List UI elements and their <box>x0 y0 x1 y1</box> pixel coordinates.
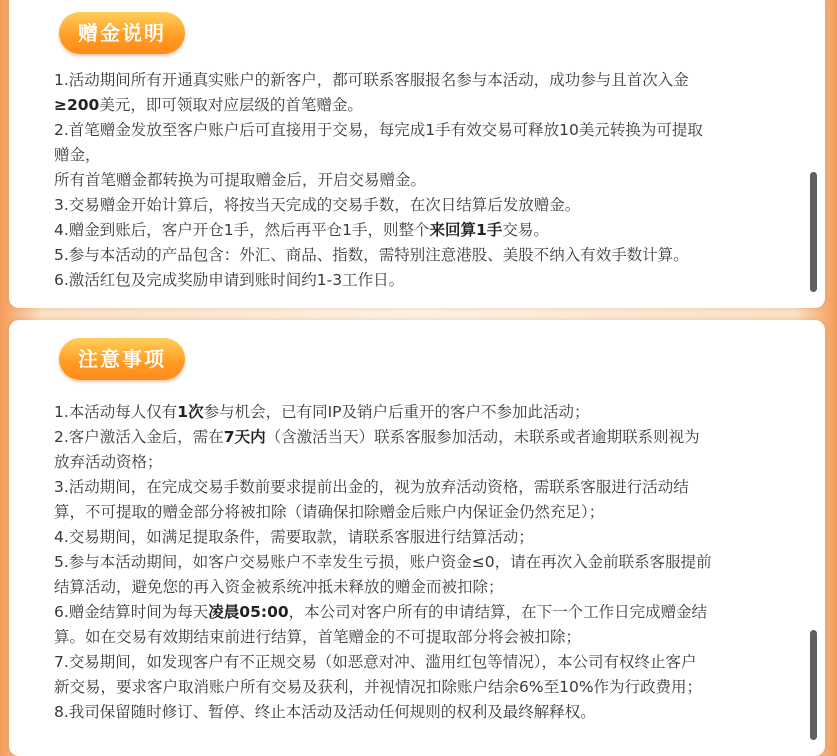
text-line <box>54 168 799 193</box>
text-segment: 算。如在交易有效期结束前进行结算，首笔赠金的不可提取部分将会被扣除； <box>54 628 582 646</box>
text-segment: 7.交易期间，如发现客户有不正规交易（如恶意对冲、滥用红包等情况），本公司有权终止客户 <box>54 653 697 671</box>
text-line <box>54 143 799 168</box>
text-line <box>54 425 799 450</box>
text-line <box>54 93 799 118</box>
text-segment: 5.参与本活动的产品包含：外汇、商品、指数，需特别注意港股、美股不纳入有效手数计算。 <box>54 246 689 264</box>
text-line <box>54 68 799 93</box>
text-line <box>54 550 799 575</box>
text-segment: ，本公司对客户所有的申请结算，在下一个工作日完成赠金结 <box>288 603 708 621</box>
text-line <box>54 118 799 143</box>
text-segment: 6.激活红包及完成奖励申请到账时间约1-3工作日。 <box>54 271 405 289</box>
emphasis-text: 7天内 <box>223 428 266 446</box>
scrollbar-thumb[interactable] <box>810 172 817 292</box>
bonus-info-text <box>54 68 799 293</box>
text-line <box>54 400 799 425</box>
bonus-info-card <box>9 0 825 308</box>
text-line <box>54 600 799 625</box>
text-segment: 2.首笔赠金发放至客户账户后可直接用于交易，每完成1手有效交易可释放10美元转换为可提取 <box>54 121 703 139</box>
text-line <box>54 500 799 525</box>
section-title-badge: 赠金说明 <box>59 12 185 54</box>
scrollbar-track[interactable] <box>810 172 817 292</box>
text-line <box>54 650 799 675</box>
text-line <box>54 268 799 293</box>
text-segment: 所有首笔赠金都转换为可提取赠金后，开启交易赠金。 <box>54 171 427 189</box>
text-segment: 4.赠金到账后，客户开仓1手，然后再平仓1手，则整个 <box>54 221 430 239</box>
text-segment: 交易。 <box>502 221 549 239</box>
text-segment: 美元，即可领取对应层级的首笔赠金。 <box>99 96 363 114</box>
text-line <box>54 675 799 700</box>
text-segment: 参与机会，已有同IP及销户后重开的客户不参加此活动； <box>203 403 590 421</box>
text-line <box>54 525 799 550</box>
notes-card <box>9 320 825 756</box>
text-line <box>54 450 799 475</box>
notes-text <box>54 400 799 725</box>
text-line <box>54 193 799 218</box>
text-line <box>54 625 799 650</box>
text-segment: 3.活动期间，在完成交易手数前要求提前出金的，视为放弃活动资格，需联系客服进行活动结 <box>54 478 689 496</box>
text-segment: 3.交易赠金开始计算后，将按当天完成的交易手数，在次日结算后发放赠金。 <box>54 196 581 214</box>
text-segment: 新交易，要求客户取消账户所有交易及获利，并视情况扣除账户结余6%至10%作为行政费用； <box>54 678 703 696</box>
emphasis-text: 凌晨05:00 <box>208 603 289 621</box>
text-segment: 赠金， <box>54 146 101 164</box>
text-segment: 2.客户激活入金后，需在 <box>54 428 224 446</box>
section-title-badge: 注意事项 <box>59 338 185 380</box>
emphasis-text: 来回算1手 <box>429 221 503 239</box>
text-line <box>54 575 799 600</box>
text-segment: 算，不可提取的赠金部分将被扣除（请确保扣除赠金后账户内保证金仍然充足）； <box>54 503 605 521</box>
emphasis-text: 1次 <box>177 403 204 421</box>
text-segment: 1.本活动每人仅有 <box>54 403 178 421</box>
text-line <box>54 243 799 268</box>
text-segment: 1.活动期间所有开通真实账户的新客户，都可联系客服报名参与本活动，成功参与且首次入金 <box>54 71 689 89</box>
scrollbar-track[interactable] <box>810 630 817 740</box>
text-segment: 5.参与本活动期间，如客户交易账户不幸发生亏损，账户资金≤0，请在再次入金前联系客服提前 <box>54 553 712 571</box>
scrollbar-thumb[interactable] <box>810 630 817 740</box>
text-segment: 4.交易期间，如满足提取条件，需要取款，请联系客服进行结算活动； <box>54 528 534 546</box>
text-line <box>54 700 799 725</box>
text-segment: 放弃活动资格； <box>54 453 163 471</box>
text-segment: 8.我司保留随时修订、暂停、终止本活动及活动任何规则的权利及最终解释权。 <box>54 703 596 721</box>
text-line <box>54 475 799 500</box>
text-line <box>54 218 799 243</box>
emphasis-text: ≥200 <box>54 96 100 114</box>
text-segment: 结算活动，避免您的再入资金被系统冲抵未释放的赠金而被扣除； <box>54 578 504 596</box>
text-segment: 6.赠金结算时间为每天 <box>54 603 209 621</box>
text-segment: （含激活当天）联系客服参加活动，未联系或者逾期联系则视为 <box>265 428 700 446</box>
